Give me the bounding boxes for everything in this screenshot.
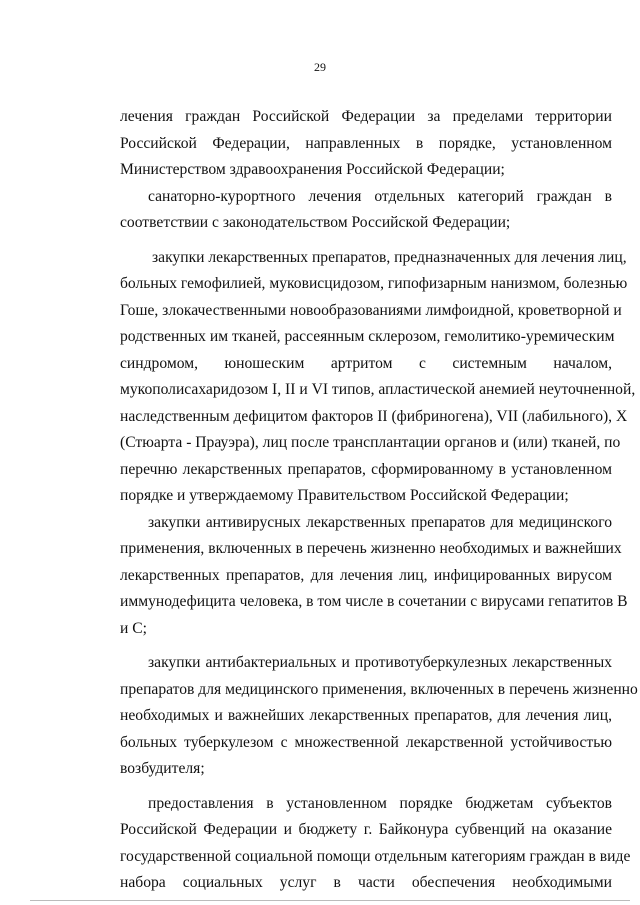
- text-line: соответствии с законодательством Российской Федерации;: [120, 214, 511, 231]
- text-line: государственной социальной помощи отдельным категориям граждан в виде: [120, 847, 631, 865]
- text-line: больных туберкулезом с множественной лекарственной устойчивостью: [120, 733, 612, 751]
- text-line: лекарственных препаратов, для лечения лиц, инфицированных вирусом: [120, 566, 612, 584]
- paragraph: [120, 184, 612, 237]
- paragraph: [120, 104, 612, 184]
- text-line: Российской Федерации и бюджету г. Байконура субвенций на оказание: [120, 821, 612, 838]
- text-line: предоставления в установленном порядке бюджетам субъектов: [148, 794, 612, 812]
- bottom-edge-rule: [30, 900, 630, 901]
- text-line: закупки антивирусных лекарственных препаратов для медицинского: [148, 513, 612, 531]
- text-line: Российской Федерации, направленных в порядке, установленном: [120, 134, 612, 152]
- text-line: закупки лекарственных препаратов, предназначенных для лечения лиц,: [152, 248, 627, 266]
- page-number: 29: [314, 60, 326, 74]
- paragraph: [120, 791, 631, 897]
- text-line: перечню лекарственных препаратов, сформированному в установленном: [120, 460, 612, 478]
- document-body: [120, 104, 638, 897]
- text-line: набора социальных услуг в части обеспечения необходимыми: [120, 874, 612, 891]
- text-line: санаторно-курортного лечения отдельных категорий граждан в: [148, 187, 612, 205]
- text-line: Министерством здравоохранения Российской Федерации;: [120, 161, 505, 178]
- text-line: порядке и утверждаемому Правительством Российской Федерации;: [120, 487, 569, 504]
- text-line: возбудителя;: [120, 760, 205, 777]
- text-line: Гоше, злокачественными новообразованиями лимфоидной, кроветворной и: [120, 301, 622, 319]
- text-line: родственных им тканей, рассеянным склерозом, гемолитико-уремическим: [120, 328, 615, 345]
- text-line: необходимых и важнейших лекарственных препаратов, для лечения лиц,: [120, 707, 612, 724]
- text-line: лечения граждан Российской Федерации за пределами территории: [120, 108, 612, 125]
- text-line: наследственным дефицитом факторов II (фибриногена), VII (лабильного), X: [120, 407, 628, 425]
- text-line: больных гемофилией, муковисцидозом, гипофизарным нанизмом, болезнью: [120, 275, 628, 292]
- paragraph: [120, 650, 638, 783]
- text-line: применения, включенных в перечень жизненно необходимых и важнейших: [120, 540, 622, 557]
- text-line: синдромом, юношеским артритом с системным началом,: [120, 354, 612, 372]
- text-line: закупки антибактериальных и противотуберкулезных лекарственных: [148, 654, 612, 671]
- text-line: и С;: [120, 619, 147, 637]
- paragraph: [120, 510, 628, 643]
- text-line: мукополисахаридозом I, II и VI типов, апластической анемией неуточненной,: [120, 381, 636, 398]
- text-line: (Стюарта - Прауэра), лиц после трансплантации органов и (или) тканей, по: [120, 434, 621, 451]
- paragraph: [120, 245, 636, 510]
- text-line: препаратов для медицинского применения, включенных в перечень жизненно: [120, 680, 638, 698]
- text-line: иммунодефицита человека, в том числе в сочетании с вирусами гепатитов В: [120, 593, 628, 610]
